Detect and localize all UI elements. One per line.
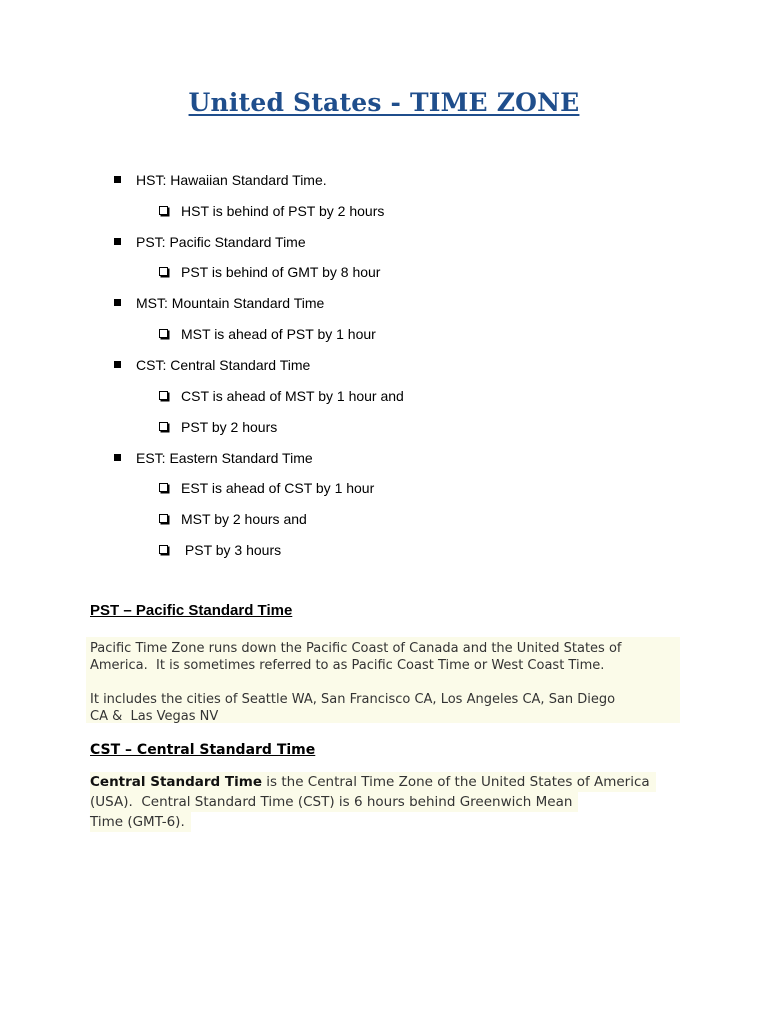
zone-note: EST is ahead of CST by 1 hour: [181, 480, 375, 496]
square-bullet-icon: [114, 176, 121, 183]
zone-label: PST: Pacific Standard Time: [136, 234, 306, 250]
checkbox-bullet-icon: [159, 329, 168, 338]
zone-note: PST is behind of GMT by 8 hour: [181, 264, 381, 280]
pst-paragraph-1-line-2: America. It is sometimes referred to as Pacific Coast Time or West Coast Time.: [90, 658, 605, 673]
checkbox-bullet-icon: [159, 514, 168, 523]
document-title: United States - TIME ZONE: [188, 88, 580, 117]
cst-paragraph: [86, 770, 686, 834]
cst-line-1-text: is the Central Time Zone of the United States of America: [261, 774, 650, 790]
pst-paragraph-1-line-1: Pacific Time Zone runs down the Pacific Coast of Canada and the United States of: [90, 641, 622, 656]
cst-section-heading: CST – Central Standard Time: [90, 742, 316, 758]
zone-label: EST: Eastern Standard Time: [136, 450, 313, 466]
pst-paragraph-2-line-1: It includes the cities of Seattle WA, San Francisco CA, Los Angeles CA, San Diego: [90, 692, 616, 707]
checkbox-bullet-icon: [159, 483, 168, 492]
cst-paragraph-line-3: Time (GMT-6).: [90, 812, 191, 832]
checkbox-bullet-icon: [159, 391, 168, 400]
zone-note: HST is behind of PST by 2 hours: [181, 203, 385, 219]
zone-note: MST is ahead of PST by 1 hour: [181, 326, 376, 342]
square-bullet-icon: [114, 361, 121, 368]
zone-label: HST: Hawaiian Standard Time.: [136, 172, 327, 188]
cst-bold-term: Central Standard Time: [90, 774, 262, 790]
pst-paragraph-2-line-2: CA & Las Vegas NV: [90, 709, 219, 724]
zone-note: CST is ahead of MST by 1 hour and: [181, 388, 404, 404]
cst-paragraph-line-2: (USA). Central Standard Time (CST) is 6 hours behind Greenwich Mean: [90, 792, 578, 812]
checkbox-bullet-icon: [159, 545, 168, 554]
zone-label: MST: Mountain Standard Time: [136, 295, 325, 311]
cst-paragraph-line-1: [90, 772, 656, 792]
square-bullet-icon: [114, 238, 121, 245]
square-bullet-icon: [114, 299, 121, 306]
checkbox-bullet-icon: [159, 267, 168, 276]
zone-note: MST by 2 hours and: [181, 511, 307, 527]
checkbox-bullet-icon: [159, 422, 168, 431]
zone-note: PST by 3 hours: [181, 542, 282, 558]
checkbox-bullet-icon: [159, 206, 168, 215]
zone-label: CST: Central Standard Time: [136, 357, 311, 373]
square-bullet-icon: [114, 454, 121, 461]
pst-section-heading: PST – Pacific Standard Time: [90, 602, 293, 619]
zone-note: PST by 2 hours: [181, 419, 278, 435]
